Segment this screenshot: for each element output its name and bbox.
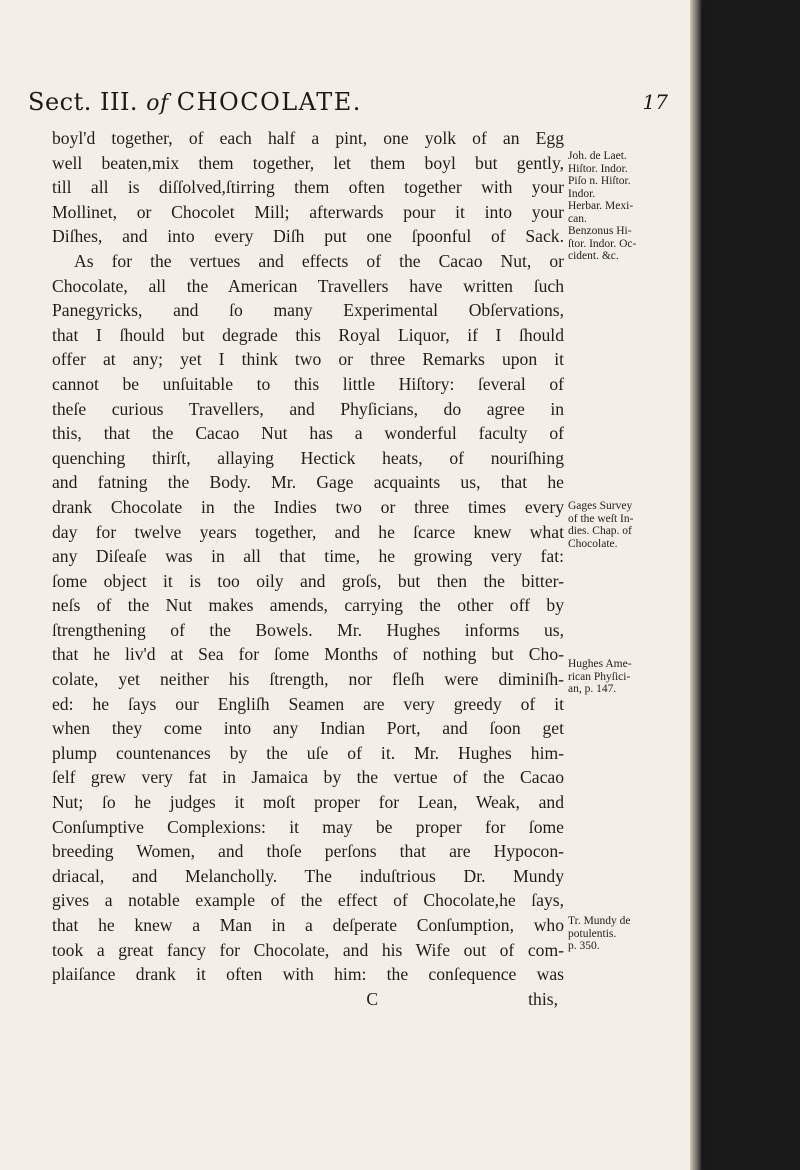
margin-line: Chocolate. xyxy=(568,537,618,550)
text-line: colate, yet neither his ſtrength, nor fleſh were diminiſh- xyxy=(52,669,564,690)
margin-line: Joh. de Laet. xyxy=(568,150,627,162)
text-line: well beaten,mix them together, let them boyl but gently, xyxy=(52,152,564,173)
margin-line: Herbar. Mexi- xyxy=(568,200,634,212)
text-line: ſome object it is too oily and groſs, but then the bitter- xyxy=(52,570,564,591)
body-text xyxy=(52,126,564,1011)
text-line: cannot be unſuitable to this little Hiſtory: ſeveral of xyxy=(52,373,564,394)
running-header xyxy=(28,88,668,124)
text-line: Conſumptive Complexions: it may be proper for ſome xyxy=(52,816,564,837)
signature-mark: C xyxy=(366,988,379,1009)
margin-line: Benzonus Hi- xyxy=(568,225,632,237)
text-line: drank Chocolate in the Indies two or three times every xyxy=(52,496,564,517)
text-line: this, that the Cacao Nut has a wonderful faculty of xyxy=(52,423,564,444)
text-line: boyl'd together, of each half a pint, one yolk of an Egg xyxy=(52,128,564,148)
running-title xyxy=(28,88,362,116)
margin-line: Gages Survey xyxy=(568,500,633,512)
margin-note-gage xyxy=(568,500,686,550)
text-line: Chocolate, all the American Travellers have written ſuch xyxy=(52,275,564,296)
text-line: any Diſeaſe was in all that time, he growing very fat: xyxy=(52,546,564,567)
catchline xyxy=(52,987,564,1012)
margin-line: rican Phyſici- xyxy=(568,670,631,683)
margin-line: p. 350. xyxy=(568,940,600,952)
text-line: breeding Women, and thoſe perſons that are Hypocon- xyxy=(52,841,564,862)
text-line: and fatning the Body. Mr. Gage acquaints us, that he xyxy=(52,472,564,493)
of-word: of xyxy=(146,91,169,116)
text-line: Panegyricks, and ſo many Experimental Obſervations, xyxy=(52,300,564,321)
text-line: when they come into any Indian Port, and ſoon get xyxy=(52,718,564,739)
margin-line: potulentis. xyxy=(568,927,617,940)
text-line: neſs of the Nut makes amends, carrying the other off by xyxy=(52,595,564,616)
margin-line: Tr. Mundy de xyxy=(568,915,631,927)
text-line: Mollinet, or Chocolet Mill; afterwards pour it into your xyxy=(52,201,564,222)
text-line: ſtrengthening of the Bowels. Mr. Hughes informs us, xyxy=(52,619,564,640)
margin-line: Hughes Ame- xyxy=(568,658,632,670)
page-edge-shadow xyxy=(690,0,702,1170)
title-word: CHOCOLATE. xyxy=(176,88,362,116)
text-line: plaiſance drank it often with him: the conſequence was xyxy=(52,964,564,985)
text-line: theſe curious Travellers, and Phyſicians, do agree in xyxy=(52,398,564,419)
margin-note-laet xyxy=(568,150,686,263)
text-line: quenching thirſt, allaying Hectick heats, of nouriſhing xyxy=(52,447,564,468)
margin-note-hughes xyxy=(568,658,686,696)
text-line: ed: he ſays our Engliſh Seamen are very greedy of it xyxy=(52,693,564,714)
margin-note-mundy xyxy=(568,915,686,953)
text-line: till all is diſſolved,ſtirring them often together with your xyxy=(52,177,564,198)
margin-line: Hiſtor. Indor. xyxy=(568,162,628,175)
margin-line: can. xyxy=(568,212,587,225)
text-line: that he liv'd at Sea for ſome Months of nothing but Cho- xyxy=(52,644,564,665)
text-line: day for twelve years together, and he ſcarce knew what xyxy=(52,521,564,542)
margin-line: cident. &c. xyxy=(568,250,619,262)
margin-line: dies. Chap. of xyxy=(568,525,632,537)
section-label: Sect. III. xyxy=(28,88,139,116)
text-line: offer at any; yet I think two or three Remarks upon it xyxy=(52,349,564,370)
text-line: Nut; ſo he judges it moſt proper for Lean, Weak, and xyxy=(52,792,564,813)
margin-line: Indor. xyxy=(568,187,596,200)
catchword: this, xyxy=(528,988,558,1009)
margin-line: of the weſt In- xyxy=(568,512,634,525)
text-line: that I ſhould but degrade this Royal Liquor, if I ſhould xyxy=(52,324,564,345)
text-line: ſelf grew very fat in Jamaica by the vertue of the Cacao xyxy=(52,767,564,788)
margin-line: ſtor. Indor. Oc- xyxy=(568,237,637,250)
text-line: gives a notable example of the effect of Chocolate,he ſays, xyxy=(52,890,564,911)
text-line: driacal, and Melancholly. The induſtrious Dr. Mundy xyxy=(52,865,564,886)
text-line: Diſhes, and into every Diſh put one ſpoonful of Sack. xyxy=(52,226,564,247)
text-line: plump countenances by the uſe of it. Mr. Hughes him- xyxy=(52,742,564,763)
margin-line: Piſo n. Hiſtor. xyxy=(568,175,631,187)
margin-line: an, p. 147. xyxy=(568,683,617,695)
text-line: took a great fancy for Chocolate, and his Wife out of com- xyxy=(52,939,564,960)
page-number: 17 xyxy=(642,90,668,114)
text-line: As for the vertues and effects of the Cacao Nut, or xyxy=(74,250,564,271)
text-line: that he knew a Man in a deſperate Conſumption, who xyxy=(52,915,564,935)
